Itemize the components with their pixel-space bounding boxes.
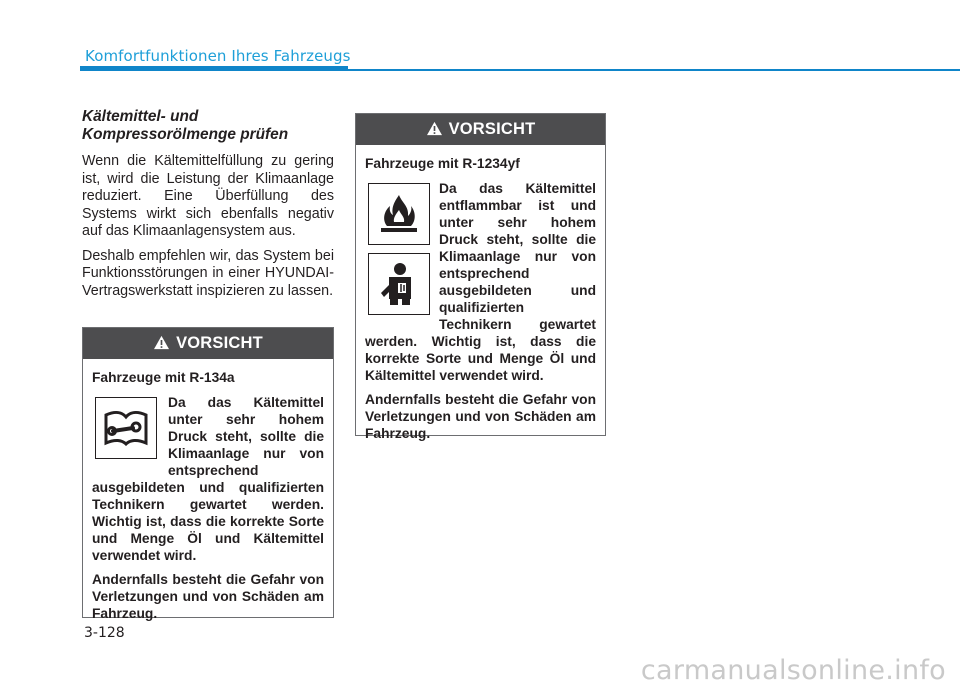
icon-stack: [365, 180, 439, 319]
header-bar-thin: [348, 69, 960, 71]
text-column: [82, 108, 334, 300]
technician-icon: [368, 253, 430, 315]
caution-text-2: Andernfalls besteht die Gefahr von Verletzungen und von Schäden am Fahrzeug.: [365, 392, 596, 441]
caution-label: VORSICHT: [448, 120, 536, 138]
section-title: Kältemittel- und Kompressorölmenge prüfen: [82, 108, 289, 143]
paragraph-1: Wenn die Kältemittelfüllung zu gering ist, wird die Leistung der Klimaanlage reduziert. Eine Überfüllung des Systems wirkt sich ebenfalls negativ auf das Klimaanlagensystem aus.: [82, 153, 334, 239]
header-bar-thick: [80, 66, 348, 71]
caution-header: [83, 328, 333, 359]
paragraph-2: Deshalb empfehlen wir, das System bei Funktionsstörungen in einer HYUNDAI-Vertragswerkstatt inspizieren zu lassen.: [82, 247, 334, 299]
caution-label: VORSICHT: [176, 334, 263, 352]
caution-text-1: Da das Kältemittel entflammbar ist und unter sehr hohem Druck steht, sollte die Klimaanlage nur von entsprechend ausgebildeten und qualifizierten Technikern gewartet werden. Wichtig ist, dass die korrekte Sorte und Menge Öl und Kältemittel verwendet wird.: [365, 181, 596, 383]
warning-triangle-icon: [426, 121, 443, 136]
header-title: Komfortfunktionen Ihres Fahrzeugs: [85, 47, 351, 65]
caution-text-1: Da das Kältemittel unter sehr hohem Druck steht, sollte die Klimaanlage nur von entsprechend ausgebildeten und qualifizierten Technikern gewartet werden. Wichtig ist, dass die korrekte Sorte und Menge Öl und Kältemittel verwendet wird.: [92, 395, 324, 563]
caution-box-r134a: [82, 327, 334, 621]
flammable-icon: [368, 183, 430, 245]
page-number: 3-128: [84, 625, 125, 641]
watermark: carmanualsonline.info: [640, 655, 946, 686]
caution-subheading: Fahrzeuge mit R-134a: [92, 370, 235, 385]
warning-triangle-icon: [153, 335, 170, 350]
manual-wrench-icon: [95, 397, 157, 459]
caution-text-2: Andernfalls besteht die Gefahr von Verletzungen und von Schäden am Fahrzeug.: [92, 572, 324, 621]
caution-subheading: Fahrzeuge mit R-1234yf: [365, 156, 520, 171]
caution-box-r1234yf: [355, 113, 606, 441]
caution-header: [356, 114, 605, 145]
